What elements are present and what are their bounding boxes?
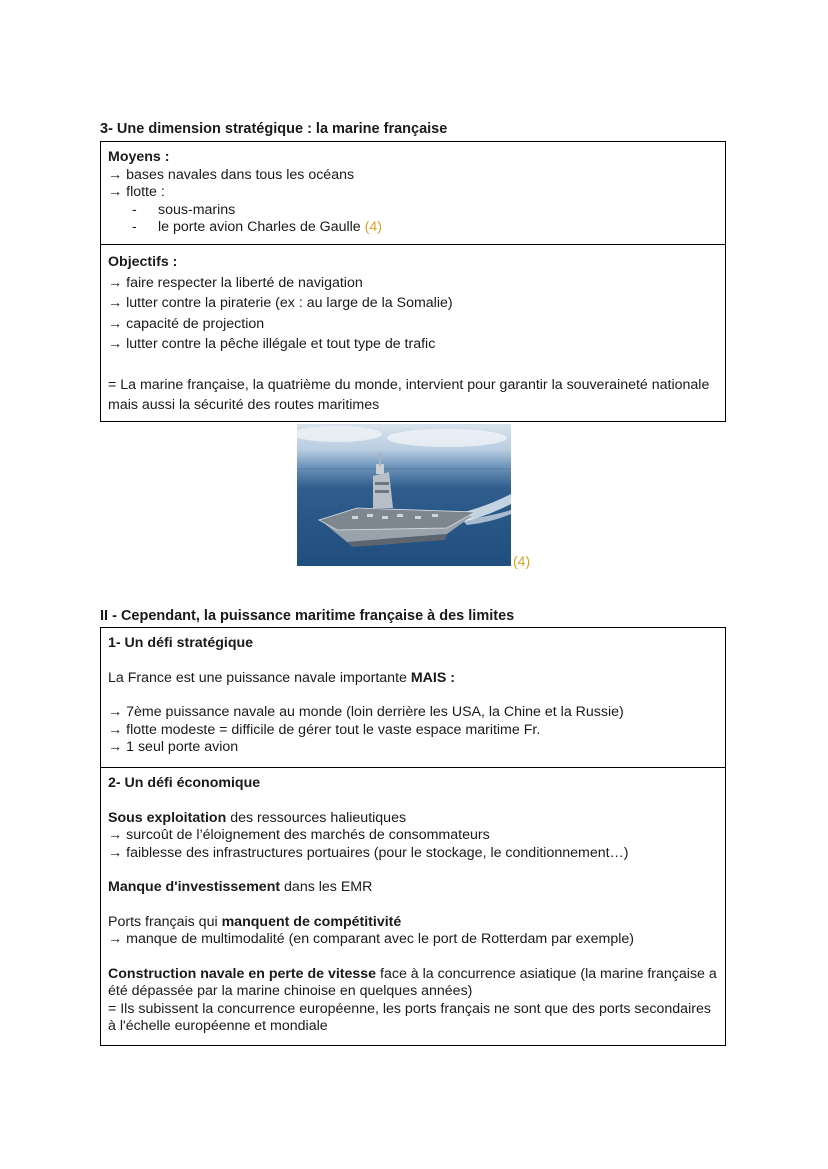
cell-title: 1- Un défi stratégique xyxy=(108,635,254,651)
list-item: → faiblesse des infrastructures portuaires (pour le stockage, le conditionnement…) xyxy=(108,844,629,861)
aircraft-carrier-illustration xyxy=(297,424,511,566)
sub-item-text: le porte avion Charles de Gaulle xyxy=(158,219,365,235)
paragraph: = Ils subissent la concurrence européenne, les ports français ne sont que des ports secondaires à l'échelle européenne et mondiale xyxy=(108,1000,711,1034)
list-item: → lutter contre la piraterie (ex : au large de la Somalie) xyxy=(108,295,453,311)
list-item: → bases navales dans tous les océans xyxy=(108,166,355,183)
list-item: → flotte modeste = difficile de gérer tout le vaste espace maritime Fr. xyxy=(108,721,541,738)
sub-item xyxy=(108,219,718,237)
paragraph: Manque d'investissement dans les EMR xyxy=(108,879,373,895)
list-item: → manque de multimodalité (en comparant avec le port de Rotterdam par exemple) xyxy=(108,931,634,947)
dash-marker: - xyxy=(132,219,137,235)
section-heading: 3- Une dimension stratégique : la marine française xyxy=(100,121,448,137)
footnote-ref: (4) xyxy=(364,219,382,235)
list-item: → flotte : xyxy=(108,184,165,200)
list-item: → lutter contre la pêche illégale et tout type de trafic xyxy=(108,336,436,352)
objectifs-cell xyxy=(101,244,725,424)
conclusion-text: = La marine française, la quatrième du monde, intervient pour garantir la souveraineté nationale mais aussi la sécurité des routes maritimes xyxy=(108,376,710,413)
section-heading: II - Cependant, la puissance maritime française à des limites xyxy=(100,608,515,624)
strategy-table xyxy=(100,141,726,422)
economic-challenge-cell xyxy=(101,767,725,1044)
sub-item xyxy=(108,202,718,220)
paragraph: Ports français qui manquent de compétitivité xyxy=(108,913,402,930)
list-item: → surcoût de l’éloignement des marchés de consommateurs xyxy=(108,827,490,843)
list-item: → faire respecter la liberté de navigation xyxy=(108,274,363,291)
footnote-ref: (4) xyxy=(513,553,531,569)
list-item: → 7ème puissance navale au monde (loin derrière les USA, la Chine et la Russie) xyxy=(108,704,624,720)
moyens-title: Moyens : xyxy=(108,149,170,165)
moyens-cell xyxy=(101,142,725,244)
list-item: → 1 seul porte avion xyxy=(108,739,239,755)
sub-item-text: sous-marins xyxy=(158,201,236,218)
intro-text: La France est une puissance navale importante MAIS : xyxy=(108,669,455,686)
aircraft-carrier-image xyxy=(297,424,511,566)
strategic-challenge-cell xyxy=(101,628,725,767)
list-item: → capacité de projection xyxy=(108,315,265,332)
paragraph: Sous exploitation des ressources halieutiques xyxy=(108,809,407,826)
paragraph: Construction navale en perte de vitesse face à la concurrence asiatique (la marine française a été dépassée par la marine chinoise en quelques années) xyxy=(108,965,717,999)
limits-table xyxy=(100,627,726,1046)
dash-marker: - xyxy=(132,201,137,218)
cell-title: 2- Un défi économique xyxy=(108,775,261,791)
objectifs-title: Objectifs : xyxy=(108,254,178,270)
